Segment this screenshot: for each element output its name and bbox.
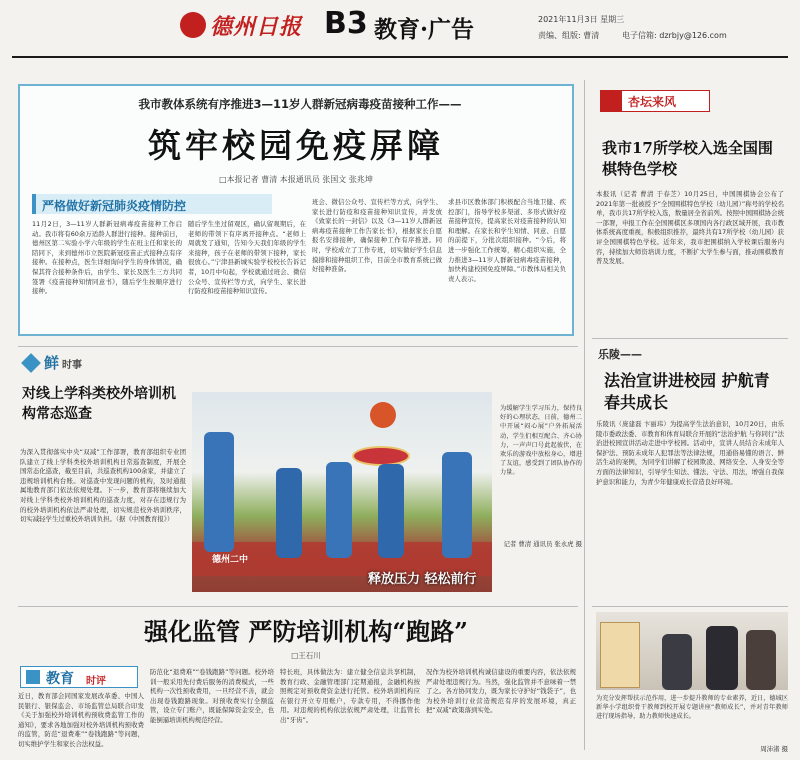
photo-side-note: 为缓解学生学习压力，保持良好的心理状态，日前，德州二中开展“闷心展”户外拓展活动，学生们相互配合、齐心协力，一声声口号此起彼伏，在欢乐的游戏中放松身心，增进了友谊，感受到了团队协作的力量。 bbox=[500, 405, 582, 477]
lead-col-1: 11月2日，3—11岁人群新冠病毒疫苗接种工作启动。我市将有60余万适龄人群进行接种。接种前日，德州区第二实验小学六年级的学生在班主任和家长的陪同下，来到德州市立医院新冠疫苗正式接种点有序接种。在接种点，医生详细询问学生的身体情况，确保其符合接种条件后，由学生、家长及医生三方共同签署《疫苗接种知情同意书》，随后学生按顺序进行接种。 bbox=[32, 220, 182, 296]
lead-col-4: 求县市区教体部门积极配合当地卫健、疾控部门，指导学校多渠道、多形式做好疫苗接种宣传，提高家长对疫苗接种的认知和理解。在家长和学生知情、同意、自愿的前提下，分批次组织接种。“今后，将进一步强化工作统筹，精心组织实施，全力推进3—11岁人群新冠病毒疫苗接种，加快构建校园免疫屏障。”市教体局相关负责人表示。 bbox=[448, 198, 566, 283]
section-divider bbox=[592, 606, 788, 607]
teachers-photo-caption: 为充分发挥帮扶示范作用，进一步提升教师的专业素养，近日，德城区新华小学组织骨干教师到校开展专题讲座“教师成长”，并对青年教师进行现场指导，助力教师快速成长。 bbox=[596, 695, 788, 721]
bottom-byline: □王石川 bbox=[291, 651, 321, 660]
teacher-figure bbox=[662, 634, 692, 690]
column-banner-text: 杏坛来风 bbox=[628, 95, 677, 109]
editor-line: 责编、组版: 曹清 bbox=[538, 31, 600, 40]
teachers-photo-credit: 周沛渚 摄 bbox=[760, 745, 788, 753]
photo-banner-text: 德州二中 bbox=[212, 555, 249, 565]
bottom-title: 强化监管 严防培训机构“跑路” bbox=[144, 617, 468, 646]
left-mid-banner-icon bbox=[21, 353, 41, 373]
commentary-banner-main: 教育 bbox=[46, 671, 74, 687]
left-mid-title: 对线上学科类校外培训机构常态巡查 bbox=[22, 386, 176, 422]
section-divider bbox=[18, 606, 578, 607]
email-line: 电子信箱: dzrbjy@126.com bbox=[622, 31, 727, 40]
left-mid-article bbox=[18, 352, 188, 604]
student-figure bbox=[326, 462, 352, 558]
masthead-divider bbox=[12, 56, 788, 58]
commentary-banner-icon bbox=[26, 670, 40, 684]
left-mid-body: 为深入贯彻落实中央“双减”工作部署，教育部组织专业团队建立了线上学科类校外培训机构日常巡查制度，开展全国常态化巡查，截至目前，共巡查机构100余家，并建立了违规培训机构台账。对巡查中发现问题的机构，及时通报属地教育部门依法依规处理。下一步，教育部将继续加大对线上学科类校外培训机构的巡查力度，对存在违规行为的校外培训机构依法严肃处理，切实规范校外培训秩序，切实减轻学生过重校外培训负担。（据《中国教育报》） bbox=[20, 448, 186, 524]
section-divider bbox=[592, 338, 788, 339]
lead-byline: □本报记者 曹清 本报通讯员 张国文 张兆坤 bbox=[219, 175, 373, 184]
section-divider bbox=[18, 346, 578, 347]
lead-article bbox=[18, 84, 574, 336]
bottom-col-4: 况作为校外培训机构诚信建设的重要内容，依法依规严肃处理违规行为。当然，强化监管并不意味着一禁了之。各方协同发力，既为家长守护好“钱袋子”，也为校外培训行业营造规范有序的发展环境，真正把“双减”政策落到实处。 bbox=[426, 668, 576, 715]
drum-icon bbox=[352, 446, 410, 466]
drum-ball-icon bbox=[370, 402, 396, 428]
section-code: B3 bbox=[324, 6, 368, 41]
photo-students bbox=[192, 392, 492, 592]
display-board-icon bbox=[600, 622, 640, 688]
lead-col-2: 随后学生坐过留观区，确认留观期后，在老师的带领下有序离开接种点。“老师上周就发了通知，告知今天我们年级的学生来接种，孩子在老师的带领下接种，家长很放心。”宁津县新城实验学校校长告诉记者，10月中旬起，学校就通过班会、微信公众号、宣传栏等方式，向学生、家长进行防疫和疫苗接种知识宣传。 bbox=[188, 220, 306, 296]
masthead bbox=[0, 0, 800, 62]
bottom-col-3: 特长班，具体做法为：建立健全信息共享机制，教育行政、金融管理部门定期通报，金融机构按照规定对预收费资金进行托管。校外培训机构应在银行开立专用账户，专款专用，不得挪作他用。对违规的机构依法依规严肃处理，让监管长出“牙齿”。 bbox=[280, 668, 420, 724]
lead-title: 筑牢校园免疫屏障 bbox=[148, 126, 444, 165]
lead-subhead: 严格做好新冠肺炎疫情防控 bbox=[42, 199, 187, 213]
section-title: 教育·广告 bbox=[374, 16, 475, 43]
right-mid-body: 乐陵讯（庞建磊 卞丽玮）为提高学生法治意识，10月20日，由乐陵市委政法委、市教育和体育局联合开展的“法治护航 与你同行”法治进校园宣讲活动走进中学校园。活动中，宣讲人员结合未成年人保护法、预防未成年人犯罪法等法律法规，用通俗易懂的语言、鲜活生动的案例，为同学们讲解了校园欺凌、网络安全、人身安全等方面的法律知识，引导学生知法、懂法、守法、用法，增强自我保护意识和能力，为青少年健康成长营造良好环境。 bbox=[596, 420, 784, 486]
right-top-body: 本报讯（记者 曹清 于春芝）10月25日，中国围棋协会公布了2021年第一批被授予“全国围棋特色学校（幼儿园）”称号的学校名单，我市共17所学校入选，数量居全省前列。按照中国围棋协会统一部署，申报工作在全国围棋区多项国内各行政区域开展，我市教体系统高度重视，积极组织推荐，最终共有17所学校（幼儿园）获评全国围棋特色学校。近年来，我市把围棋纳入学校课后服务内容，持续加大师资培训力度，不断扩大学生参与面，推动围棋教育普及发展。 bbox=[596, 190, 784, 266]
column-divider bbox=[584, 80, 585, 750]
left-mid-banner-main: 鲜 bbox=[44, 354, 60, 372]
right-mid-article bbox=[592, 340, 788, 610]
newspaper-logo: 德州日报 bbox=[210, 14, 303, 40]
left-mid-banner-sub: 时事 bbox=[62, 360, 82, 371]
right-mid-title: 法治宣讲进校园 护航青春共成长 bbox=[604, 371, 770, 412]
student-figure bbox=[442, 452, 472, 558]
lead-col-3: 班会、微信公众号、宣传栏等方式，向学生、家长进行防疫和疫苗接种知识宣传，并发放《致家长的一封信》以及《3—11岁人群新冠病毒疫苗接种工作告家长书》，根据家长自愿报名安排接种，确保接种工作有序推进。同时，学校成立了工作专班，切实做好学生信息摸排和接种组织工作，目前全市教育系统已做好接种准备。 bbox=[312, 198, 442, 274]
column-banner-icon bbox=[600, 90, 622, 112]
right-top-title: 我市17所学校入选全国围棋特色学校 bbox=[602, 139, 773, 178]
right-top-article bbox=[592, 84, 788, 340]
right-mid-kicker: 乐陵—— bbox=[598, 348, 642, 361]
photo-caption: 释放压力 轻松前行 bbox=[368, 572, 477, 587]
lead-kicker: 我市教体系统有序推进3—11岁人群新冠病毒疫苗接种工作—— bbox=[138, 97, 462, 111]
bottom-col-2: 防范化“退费难”“卷钱跑路”等问题。校外培训一般采用先付费后服务的消费模式，一些机构一次性预收费用，一旦经营不善，就会出现卷钱跑路现象。对预收费实行全额监管，设立专门账户，既能保障资金安全，也能倒逼培训机构规范经营。 bbox=[150, 668, 274, 724]
newspaper-logo-icon bbox=[180, 12, 206, 38]
student-figure bbox=[276, 468, 302, 558]
student-figure bbox=[378, 464, 404, 558]
date-line: 2021年11月3日 星期三 bbox=[538, 15, 625, 24]
teachers-photo bbox=[596, 612, 788, 690]
teacher-figure bbox=[746, 630, 776, 690]
commentary-banner-sub: 时评 bbox=[86, 676, 106, 687]
student-figure bbox=[204, 432, 234, 552]
photo-credit: 记者 曹清 通讯员 张永虎 摄 bbox=[503, 540, 582, 548]
teacher-figure bbox=[706, 626, 738, 690]
bottom-col-1: 近日，教育部会同国家发展改革委、中国人民银行、银保监会、市场监管总局联合印发《关于加强校外培训机构预收费监管工作的通知》，要求各地加强对校外培训机构预收费的监管，防范“退费难”“卷钱跑路”等问题，切实维护学生和家长合法权益。 bbox=[18, 692, 144, 748]
